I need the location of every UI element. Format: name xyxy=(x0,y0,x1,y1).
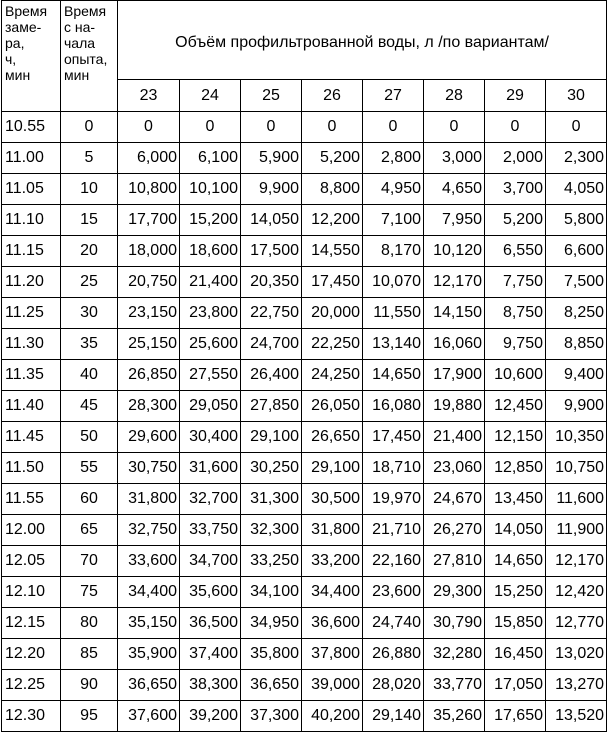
volume-cell: 12,770 xyxy=(546,608,607,639)
volume-cell: 12,170 xyxy=(424,267,485,298)
volume-cell: 24,250 xyxy=(302,360,363,391)
table-row xyxy=(2,298,607,329)
volume-cell: 30,750 xyxy=(118,453,180,484)
volume-cell: 33,600 xyxy=(118,546,180,577)
volume-cell: 12,170 xyxy=(546,546,607,577)
elapsed-cell: 60 xyxy=(61,484,118,515)
elapsed-cell: 70 xyxy=(61,546,118,577)
elapsed-cell: 40 xyxy=(61,360,118,391)
elapsed-cell: 90 xyxy=(61,670,118,701)
volume-cell: 9,400 xyxy=(546,360,607,391)
volume-cell: 37,800 xyxy=(302,639,363,670)
volume-cell: 0 xyxy=(241,112,302,143)
volume-cell: 31,800 xyxy=(118,484,180,515)
elapsed-cell: 95 xyxy=(61,701,118,732)
volume-cell: 37,400 xyxy=(180,639,241,670)
volume-cell: 23,150 xyxy=(118,298,180,329)
volume-cell: 34,100 xyxy=(241,577,302,608)
volume-cell: 24,700 xyxy=(241,329,302,360)
table-row xyxy=(2,205,607,236)
volume-cell: 25,150 xyxy=(118,329,180,360)
variant-header: 28 xyxy=(424,80,485,112)
elapsed-cell: 0 xyxy=(61,112,118,143)
volume-cell: 29,100 xyxy=(241,422,302,453)
volume-cell: 24,670 xyxy=(424,484,485,515)
time-column-header: Время заме- ра, ч, мин xyxy=(2,1,61,112)
volume-cell: 16,450 xyxy=(485,639,546,670)
time-cell: 12.25 xyxy=(2,670,61,701)
volume-cell: 29,140 xyxy=(363,701,424,732)
volume-cell: 2,800 xyxy=(363,143,424,174)
volume-cell: 2,000 xyxy=(485,143,546,174)
volume-cell: 32,300 xyxy=(241,515,302,546)
volume-cell: 14,050 xyxy=(485,515,546,546)
volume-cell: 40,200 xyxy=(302,701,363,732)
time-cell: 12.05 xyxy=(2,546,61,577)
volume-cell: 39,200 xyxy=(180,701,241,732)
volume-cell: 0 xyxy=(363,112,424,143)
time-cell: 12.20 xyxy=(2,639,61,670)
volume-cell: 17,650 xyxy=(485,701,546,732)
volume-cell: 8,170 xyxy=(363,236,424,267)
volume-cell: 26,850 xyxy=(118,360,180,391)
variant-header: 29 xyxy=(485,80,546,112)
volume-cell: 14,150 xyxy=(424,298,485,329)
volume-cell: 14,050 xyxy=(241,205,302,236)
volume-cell: 34,400 xyxy=(118,577,180,608)
time-cell: 11.10 xyxy=(2,205,61,236)
elapsed-cell: 20 xyxy=(61,236,118,267)
volume-cell: 34,950 xyxy=(241,608,302,639)
elapsed-cell: 30 xyxy=(61,298,118,329)
elapsed-column-header: Время с на- чала опыта, мин xyxy=(61,1,118,112)
volume-cell: 7,500 xyxy=(546,267,607,298)
volume-cell: 0 xyxy=(118,112,180,143)
volume-cell: 8,250 xyxy=(546,298,607,329)
volume-cell: 0 xyxy=(302,112,363,143)
table-row xyxy=(2,112,607,143)
table-row xyxy=(2,236,607,267)
volume-cell: 13,270 xyxy=(546,670,607,701)
volume-cell: 23,800 xyxy=(180,298,241,329)
volume-cell: 15,200 xyxy=(180,205,241,236)
volume-cell: 21,400 xyxy=(424,422,485,453)
volume-cell: 13,020 xyxy=(546,639,607,670)
table-body xyxy=(2,112,607,732)
volume-cell: 30,250 xyxy=(241,453,302,484)
volume-cell: 17,450 xyxy=(363,422,424,453)
volume-cell: 26,400 xyxy=(241,360,302,391)
volume-cell: 25,600 xyxy=(180,329,241,360)
volume-cell: 15,250 xyxy=(485,577,546,608)
volume-cell: 18,600 xyxy=(180,236,241,267)
volume-cell: 17,900 xyxy=(424,360,485,391)
time-cell: 11.35 xyxy=(2,360,61,391)
volume-cell: 17,050 xyxy=(485,670,546,701)
volume-cell: 10,070 xyxy=(363,267,424,298)
volume-cell: 31,800 xyxy=(302,515,363,546)
table-row xyxy=(2,639,607,670)
volume-cell: 36,500 xyxy=(180,608,241,639)
elapsed-cell: 15 xyxy=(61,205,118,236)
volume-cell: 5,900 xyxy=(241,143,302,174)
volume-cell: 14,650 xyxy=(485,546,546,577)
volume-cell: 15,850 xyxy=(485,608,546,639)
volume-cell: 21,400 xyxy=(180,267,241,298)
volume-cell: 14,650 xyxy=(363,360,424,391)
volume-cell: 0 xyxy=(485,112,546,143)
volume-cell: 12,150 xyxy=(485,422,546,453)
time-cell: 11.30 xyxy=(2,329,61,360)
volume-cell: 20,350 xyxy=(241,267,302,298)
volume-cell: 31,300 xyxy=(241,484,302,515)
table-row xyxy=(2,422,607,453)
volume-cell: 36,650 xyxy=(241,670,302,701)
volume-cell: 31,600 xyxy=(180,453,241,484)
variant-header: 26 xyxy=(302,80,363,112)
variant-header: 27 xyxy=(363,80,424,112)
volume-cell: 7,100 xyxy=(363,205,424,236)
volume-cell: 12,450 xyxy=(485,391,546,422)
volume-cell: 36,600 xyxy=(302,608,363,639)
time-cell: 11.45 xyxy=(2,422,61,453)
filtration-volume-table xyxy=(1,0,607,732)
volume-cell: 33,750 xyxy=(180,515,241,546)
volume-cell: 17,450 xyxy=(302,267,363,298)
volume-cell: 8,850 xyxy=(546,329,607,360)
volume-cell: 27,810 xyxy=(424,546,485,577)
volume-cell: 3,000 xyxy=(424,143,485,174)
table-row xyxy=(2,267,607,298)
volume-cell: 34,700 xyxy=(180,546,241,577)
volume-cell: 37,600 xyxy=(118,701,180,732)
volume-cell: 0 xyxy=(546,112,607,143)
volume-cell: 13,450 xyxy=(485,484,546,515)
volume-cell: 24,740 xyxy=(363,608,424,639)
volume-cell: 20,000 xyxy=(302,298,363,329)
time-cell: 12.10 xyxy=(2,577,61,608)
volume-cell: 9,900 xyxy=(241,174,302,205)
volume-cell: 19,880 xyxy=(424,391,485,422)
volume-cell: 9,900 xyxy=(546,391,607,422)
volume-cell: 16,080 xyxy=(363,391,424,422)
time-cell: 11.50 xyxy=(2,453,61,484)
time-cell: 11.05 xyxy=(2,174,61,205)
volume-cell: 6,100 xyxy=(180,143,241,174)
volume-cell: 6,600 xyxy=(546,236,607,267)
volume-cell: 0 xyxy=(180,112,241,143)
variant-header: 23 xyxy=(118,80,180,112)
volume-cell: 11,550 xyxy=(363,298,424,329)
volume-cell: 10,350 xyxy=(546,422,607,453)
elapsed-cell: 75 xyxy=(61,577,118,608)
elapsed-cell: 85 xyxy=(61,639,118,670)
elapsed-cell: 45 xyxy=(61,391,118,422)
volume-cell: 10,120 xyxy=(424,236,485,267)
volume-cell: 23,060 xyxy=(424,453,485,484)
volume-cell: 33,200 xyxy=(302,546,363,577)
volume-cell: 8,800 xyxy=(302,174,363,205)
table-row xyxy=(2,484,607,515)
volume-cell: 4,050 xyxy=(546,174,607,205)
volume-cell: 35,900 xyxy=(118,639,180,670)
volume-cell: 5,200 xyxy=(302,143,363,174)
volume-cell: 32,280 xyxy=(424,639,485,670)
volume-cell: 29,050 xyxy=(180,391,241,422)
volume-cell: 28,020 xyxy=(363,670,424,701)
volume-cell: 20,750 xyxy=(118,267,180,298)
volume-cell: 16,060 xyxy=(424,329,485,360)
table-row xyxy=(2,701,607,732)
volume-cell: 26,650 xyxy=(302,422,363,453)
table-row xyxy=(2,515,607,546)
volume-cell: 7,950 xyxy=(424,205,485,236)
volume-cell: 37,300 xyxy=(241,701,302,732)
time-cell: 12.15 xyxy=(2,608,61,639)
volume-cell: 35,150 xyxy=(118,608,180,639)
elapsed-cell: 55 xyxy=(61,453,118,484)
volume-cell: 22,250 xyxy=(302,329,363,360)
volume-cell: 30,790 xyxy=(424,608,485,639)
volume-cell: 12,850 xyxy=(485,453,546,484)
volume-cell: 23,600 xyxy=(363,577,424,608)
volume-cell: 9,750 xyxy=(485,329,546,360)
volume-header: Объём профильтрованной воды, л /по вариантам/ xyxy=(118,1,607,80)
variant-header: 25 xyxy=(241,80,302,112)
volume-cell: 10,750 xyxy=(546,453,607,484)
time-cell: 11.15 xyxy=(2,236,61,267)
elapsed-cell: 50 xyxy=(61,422,118,453)
volume-cell: 5,200 xyxy=(485,205,546,236)
volume-cell: 3,700 xyxy=(485,174,546,205)
volume-cell: 30,500 xyxy=(302,484,363,515)
volume-cell: 19,970 xyxy=(363,484,424,515)
volume-cell: 35,800 xyxy=(241,639,302,670)
volume-cell: 27,850 xyxy=(241,391,302,422)
volume-cell: 29,100 xyxy=(302,453,363,484)
elapsed-cell: 65 xyxy=(61,515,118,546)
volume-cell: 30,400 xyxy=(180,422,241,453)
volume-cell: 4,950 xyxy=(363,174,424,205)
variant-header: 24 xyxy=(180,80,241,112)
table-row xyxy=(2,577,607,608)
volume-cell: 10,800 xyxy=(118,174,180,205)
volume-cell: 32,700 xyxy=(180,484,241,515)
table-row xyxy=(2,329,607,360)
volume-cell: 11,900 xyxy=(546,515,607,546)
table-row xyxy=(2,670,607,701)
elapsed-cell: 25 xyxy=(61,267,118,298)
time-cell: 12.00 xyxy=(2,515,61,546)
volume-cell: 18,710 xyxy=(363,453,424,484)
volume-cell: 12,200 xyxy=(302,205,363,236)
volume-cell: 39,000 xyxy=(302,670,363,701)
volume-cell: 10,600 xyxy=(485,360,546,391)
volume-cell: 17,500 xyxy=(241,236,302,267)
volume-cell: 32,750 xyxy=(118,515,180,546)
volume-cell: 26,050 xyxy=(302,391,363,422)
volume-cell: 35,600 xyxy=(180,577,241,608)
table-row xyxy=(2,453,607,484)
volume-cell: 28,300 xyxy=(118,391,180,422)
volume-cell: 36,650 xyxy=(118,670,180,701)
volume-cell: 12,420 xyxy=(546,577,607,608)
volume-cell: 18,000 xyxy=(118,236,180,267)
time-cell: 11.25 xyxy=(2,298,61,329)
table-row xyxy=(2,143,607,174)
volume-cell: 29,600 xyxy=(118,422,180,453)
table-row xyxy=(2,546,607,577)
volume-cell: 8,750 xyxy=(485,298,546,329)
time-cell: 11.55 xyxy=(2,484,61,515)
volume-cell: 26,880 xyxy=(363,639,424,670)
volume-cell: 7,750 xyxy=(485,267,546,298)
table-row xyxy=(2,608,607,639)
volume-cell: 11,600 xyxy=(546,484,607,515)
volume-cell: 22,160 xyxy=(363,546,424,577)
table-row xyxy=(2,360,607,391)
volume-cell: 22,750 xyxy=(241,298,302,329)
table-row xyxy=(2,391,607,422)
volume-cell: 2,300 xyxy=(546,143,607,174)
volume-cell: 26,270 xyxy=(424,515,485,546)
volume-cell: 29,300 xyxy=(424,577,485,608)
variant-header: 30 xyxy=(546,80,607,112)
elapsed-cell: 35 xyxy=(61,329,118,360)
volume-cell: 6,000 xyxy=(118,143,180,174)
table-row xyxy=(2,174,607,205)
volume-cell: 13,140 xyxy=(363,329,424,360)
volume-cell: 38,300 xyxy=(180,670,241,701)
volume-cell: 14,550 xyxy=(302,236,363,267)
volume-cell: 5,800 xyxy=(546,205,607,236)
volume-cell: 6,550 xyxy=(485,236,546,267)
time-cell: 11.40 xyxy=(2,391,61,422)
elapsed-cell: 5 xyxy=(61,143,118,174)
time-cell: 12.30 xyxy=(2,701,61,732)
volume-cell: 17,700 xyxy=(118,205,180,236)
time-cell: 11.00 xyxy=(2,143,61,174)
volume-cell: 33,250 xyxy=(241,546,302,577)
time-cell: 10.55 xyxy=(2,112,61,143)
volume-cell: 35,260 xyxy=(424,701,485,732)
volume-cell: 34,400 xyxy=(302,577,363,608)
volume-cell: 21,710 xyxy=(363,515,424,546)
volume-cell: 33,770 xyxy=(424,670,485,701)
volume-cell: 27,550 xyxy=(180,360,241,391)
elapsed-cell: 80 xyxy=(61,608,118,639)
volume-cell: 0 xyxy=(424,112,485,143)
elapsed-cell: 10 xyxy=(61,174,118,205)
volume-cell: 13,520 xyxy=(546,701,607,732)
volume-cell: 10,100 xyxy=(180,174,241,205)
time-cell: 11.20 xyxy=(2,267,61,298)
volume-cell: 4,650 xyxy=(424,174,485,205)
